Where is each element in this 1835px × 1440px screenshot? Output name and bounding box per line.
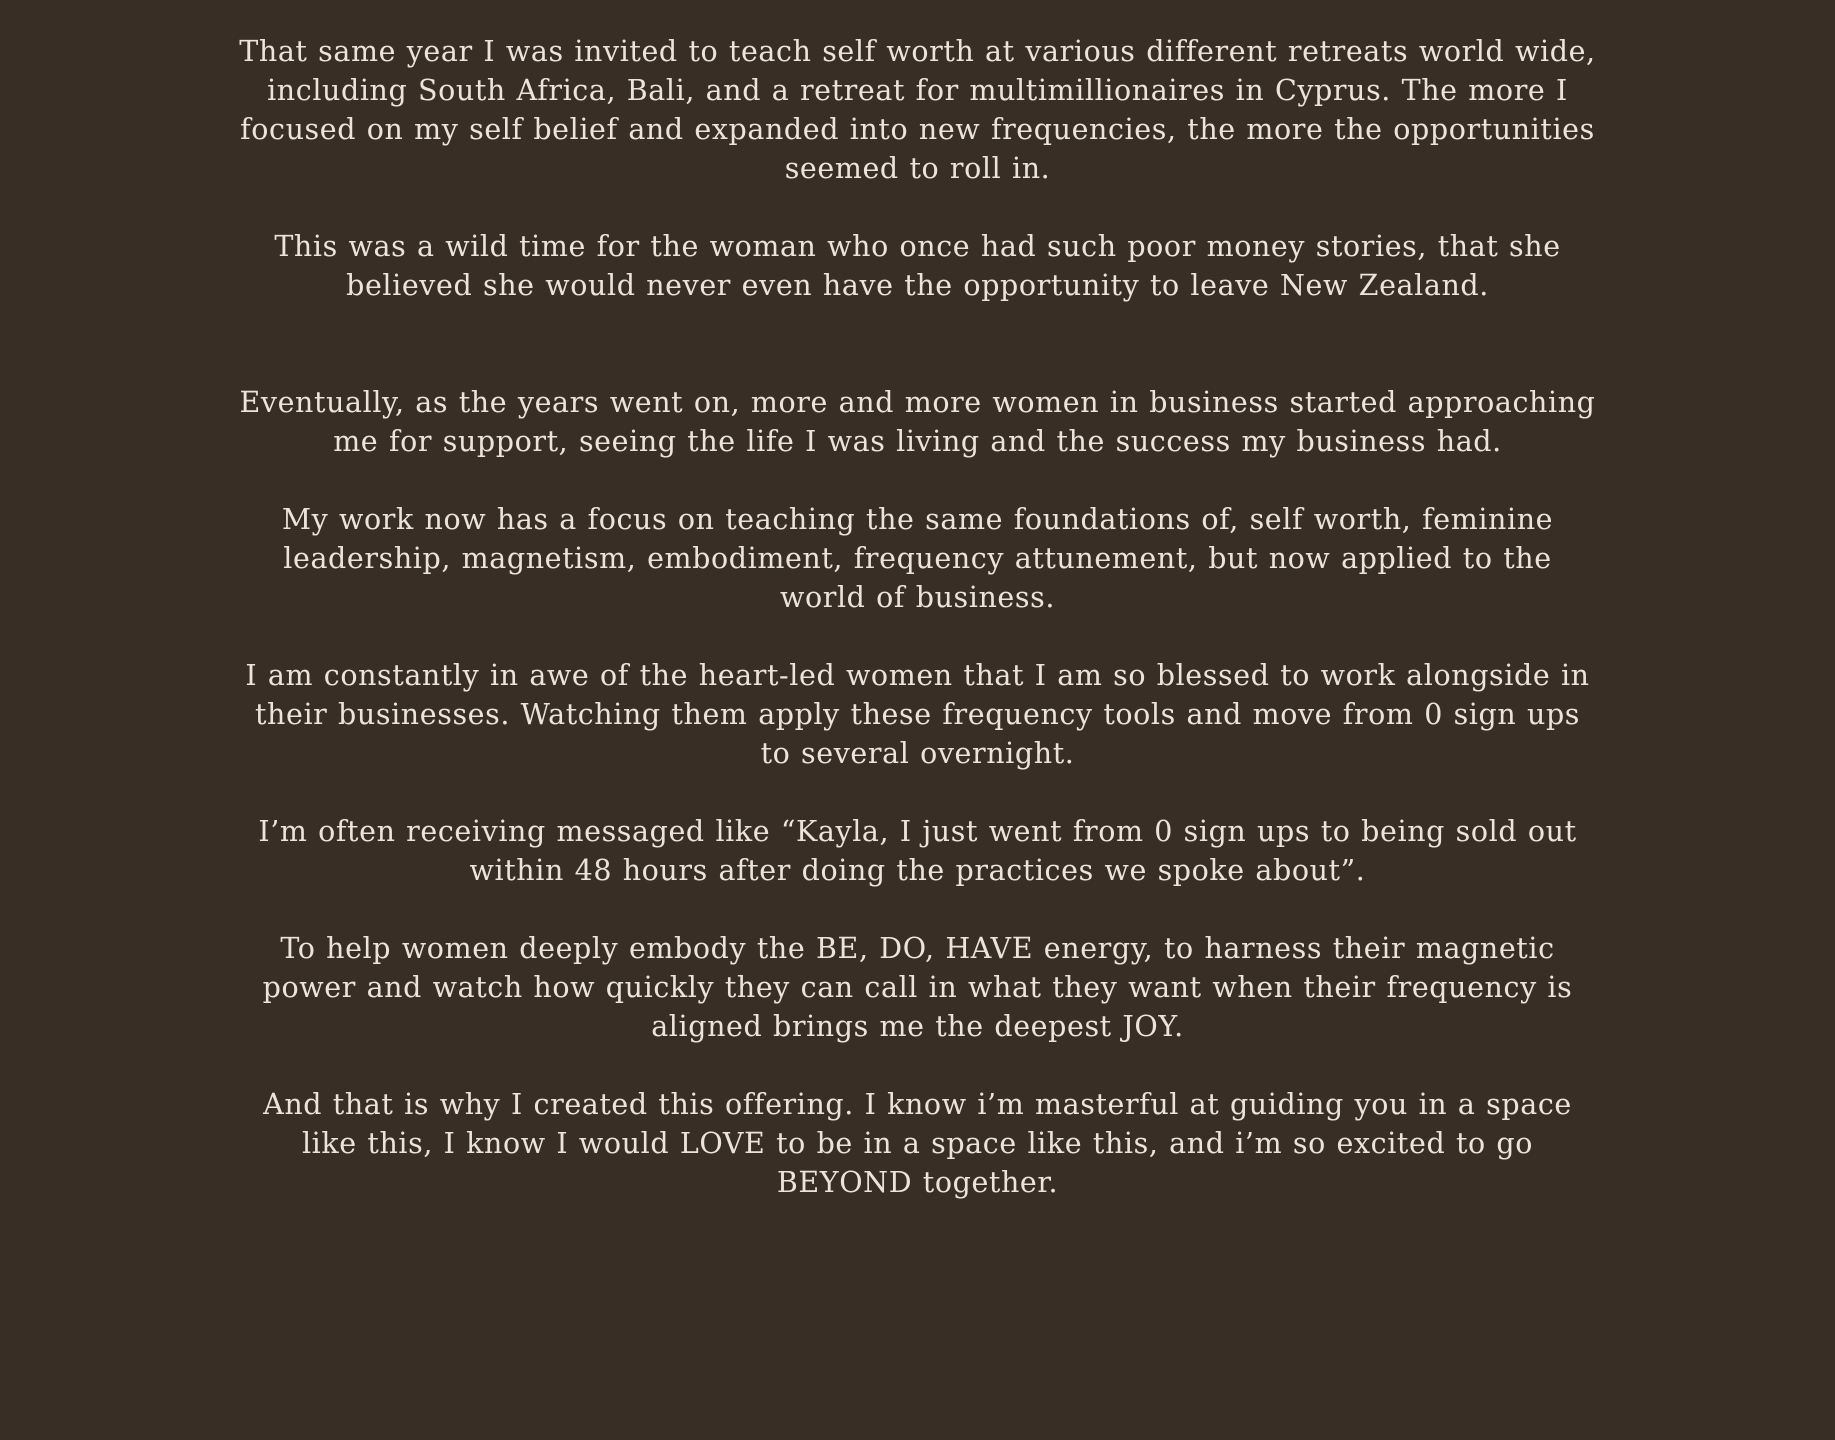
paragraph-text: Eventually, as the years went on, more and more women in business started approaching me for support, seeing the life I was living and the success my business had.: [239, 386, 1596, 458]
paragraph-heart-led-women: [0, 656, 1835, 773]
paragraph-offering: [0, 1085, 1835, 1202]
paragraph-testimonial-message: [0, 812, 1835, 890]
paragraph-text: I am constantly in awe of the heart-led women that I am so blessed to work alongside in their businesses. Watching them apply these frequency tools and move from 0 sign ups to several overnight.: [245, 659, 1590, 770]
paragraph-text: That same year I was invited to teach self worth at various different retreats world wide, including South Africa, Bali, and a retreat for multimillionaires in Cyprus. The more I focused on my self belief and expanded into new frequencies, the more the opportunities seemed to roll in.: [239, 35, 1596, 185]
paragraph-text: And that is why I created this offering. I know i’m masterful at guiding you in a space like this, I know I would LOVE to be in a space like this, and i’m so excited to go BEYOND together.: [263, 1088, 1572, 1199]
paragraph-text: To help women deeply embody the BE, DO, HAVE energy, to harness their magnetic power and watch how quickly they can call in what they want when their frequency is aligned brings me the deepest JOY.: [262, 932, 1573, 1043]
paragraph-work-focus: [0, 500, 1835, 617]
paragraph-embody-energy: [0, 929, 1835, 1046]
paragraph-text: This was a wild time for the woman who once had such poor money stories, that she believed she would never even have the opportunity to leave New Zealand.: [274, 230, 1561, 302]
paragraph-women-in-business: [0, 383, 1835, 461]
paragraph-money-stories: [0, 227, 1835, 305]
paragraph-text: I’m often receiving messaged like “Kayla, I just went from 0 sign ups to being sold out within 48 hours after doing the practices we spoke about”.: [258, 815, 1577, 887]
paragraph-text: My work now has a focus on teaching the same foundations of, self worth, feminine leadership, magnetism, embodiment, frequency attunement, but now applied to the world of business.: [281, 503, 1554, 614]
paragraph-retreats: [0, 32, 1835, 188]
